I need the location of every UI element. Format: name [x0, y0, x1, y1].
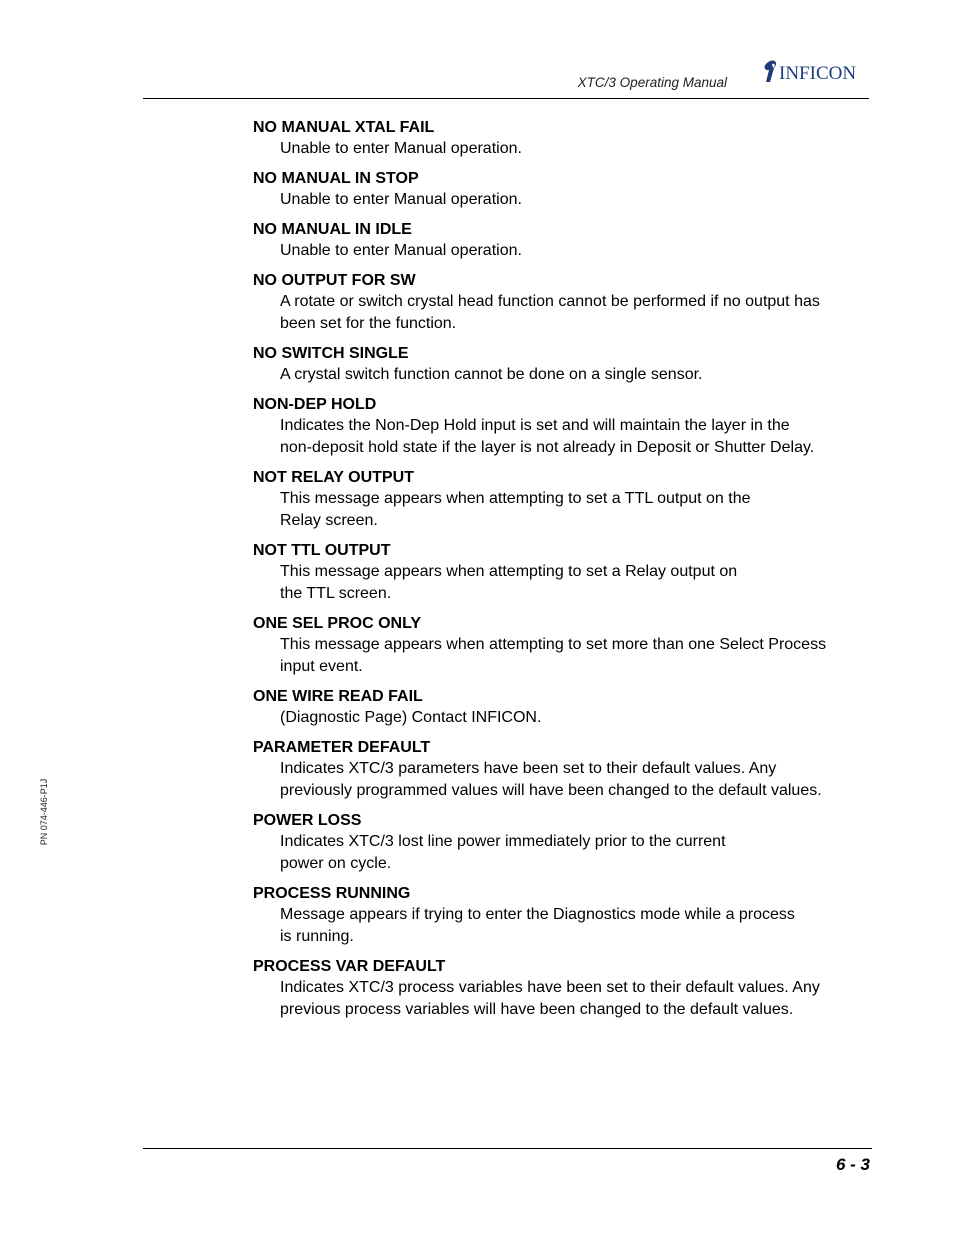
message-description: Indicates XTC/3 process variables have been set to their default values. Any previous process variables will have been changed to the default values.	[280, 979, 820, 1018]
footer-rule	[143, 1148, 872, 1149]
inficon-logo	[760, 58, 872, 84]
header-rule	[143, 98, 869, 99]
message-description: This message appears when attempting to set a TTL output on the Relay screen.	[280, 490, 751, 529]
message-description: This message appears when attempting to set a Relay output on the TTL screen.	[280, 563, 738, 602]
message-title: NO MANUAL IN IDLE	[253, 221, 412, 238]
message-title: POWER LOSS	[253, 812, 362, 829]
message-description: Unable to enter Manual operation.	[280, 140, 522, 157]
message-title: PROCESS RUNNING	[253, 885, 411, 902]
message-entry	[253, 220, 873, 262]
message-entry	[253, 541, 873, 605]
message-entry	[253, 118, 873, 160]
message-title: NO MANUAL XTAL FAIL	[253, 119, 435, 136]
message-entry	[253, 614, 873, 678]
entries-list	[253, 118, 873, 1030]
message-description: (Diagnostic Page) Contact INFICON.	[280, 709, 542, 726]
message-entry	[253, 884, 873, 948]
message-title: PARAMETER DEFAULT	[253, 739, 431, 756]
header-title: XTC/3 Operating Manual	[577, 75, 727, 90]
side-note: PN 074-446-P1J	[39, 778, 49, 846]
message-description: This message appears when attempting to set more than one Select Process input event.	[280, 636, 827, 675]
message-entry	[253, 687, 873, 729]
message-entry	[253, 395, 873, 459]
message-title: PROCESS VAR DEFAULT	[253, 958, 446, 975]
message-description: A crystal switch function cannot be done on a single sensor.	[280, 366, 703, 383]
message-entry	[253, 957, 873, 1021]
message-entry	[253, 738, 873, 802]
message-entry	[253, 344, 873, 386]
message-entry	[253, 169, 873, 211]
message-title: NO SWITCH SINGLE	[253, 345, 409, 362]
message-title: NON-DEP HOLD	[253, 396, 377, 413]
message-title: NOT TTL OUTPUT	[253, 542, 391, 559]
message-description: Indicates XTC/3 parameters have been set to their default values. Any previously programmed values will have been changed to the default values.	[280, 760, 822, 799]
message-description: Message appears if trying to enter the Diagnostics mode while a process is running.	[280, 906, 795, 945]
message-description: Indicates the Non-Dep Hold input is set and will maintain the layer in the non-deposit hold state if the layer is not already in Deposit or Shutter Delay.	[280, 417, 815, 456]
message-title: ONE SEL PROC ONLY	[253, 615, 422, 632]
message-entry	[253, 811, 873, 875]
message-entry	[253, 271, 873, 335]
message-title: NO MANUAL IN STOP	[253, 170, 419, 187]
logo-wordmark: INFICON	[779, 63, 857, 84]
page-number: 6 - 3	[835, 1155, 870, 1174]
message-title: ONE WIRE READ FAIL	[253, 688, 423, 705]
message-description: Unable to enter Manual operation.	[280, 191, 522, 208]
message-title: NO OUTPUT FOR SW	[253, 272, 416, 289]
message-description: Indicates XTC/3 lost line power immediately prior to the current power on cycle.	[280, 833, 726, 872]
message-title: NOT RELAY OUTPUT	[253, 469, 414, 486]
message-entry	[253, 468, 873, 532]
message-description: Unable to enter Manual operation.	[280, 242, 522, 259]
message-description: A rotate or switch crystal head function cannot be performed if no output has been set for the function.	[280, 293, 820, 332]
